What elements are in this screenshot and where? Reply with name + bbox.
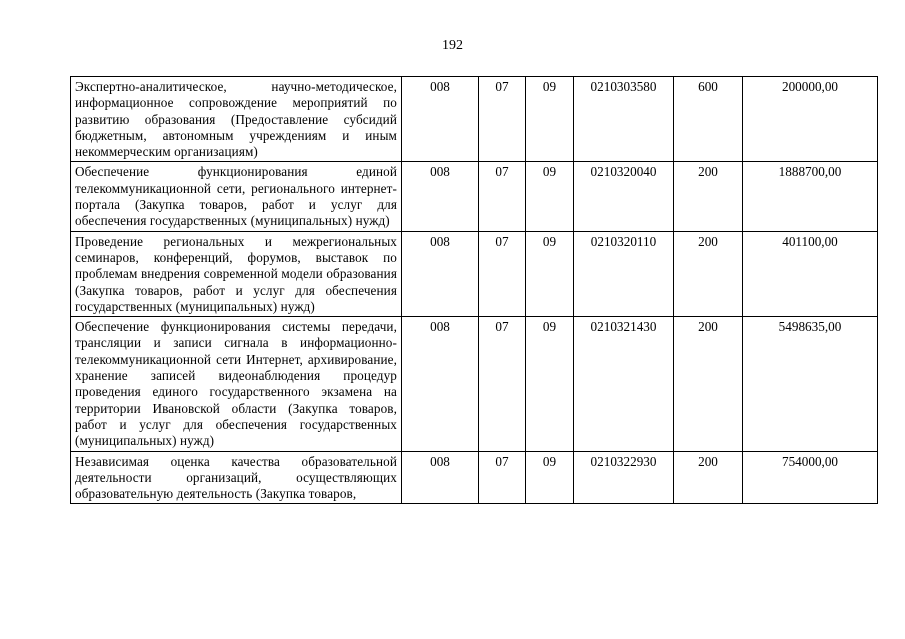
expense-type-code: 200 [674, 231, 743, 316]
ministry-code: 008 [402, 451, 479, 504]
subsection-code: 09 [526, 162, 574, 231]
row-description: Независимая оценка качества образовательной деятельности организаций, осуществляющих образовательную деятельность (Закупка товаров, [71, 451, 402, 504]
row-description: Обеспечение функционирования единой телекоммуникационной сети, регионального интернет-портала (Закупка товаров, работ и услуг для обеспечения государственных (муниципальных) нужд) [71, 162, 402, 231]
page-number: 192 [442, 38, 463, 53]
ministry-code: 008 [402, 231, 479, 316]
expense-type-code: 600 [674, 77, 743, 162]
row-description: Обеспечение функционирования системы передачи, трансляции и записи сигнала в информационно-телекоммуникационной сети Интернет, архивирование, хранение записей видеонаблюдения процедур проведения единого государственного экзамена на территории Ивановской области (Закупка товаров, работ и услуг для обеспечения государственных (муниципальных) нужд) [71, 317, 402, 451]
section-code: 07 [479, 231, 526, 316]
target-article-code: 0210303580 [574, 77, 674, 162]
subsection-code: 09 [526, 231, 574, 316]
row-description: Экспертно-аналитическое, научно-методическое, информационное сопровождение мероприятий по развитию образования (Предоставление субсидий бюджетным, автономным учреждениям и иным некоммерческим организациям) [71, 77, 402, 162]
subsection-code: 09 [526, 77, 574, 162]
ministry-code: 008 [402, 317, 479, 451]
expense-type-code: 200 [674, 451, 743, 504]
section-code: 07 [479, 451, 526, 504]
ministry-code: 008 [402, 77, 479, 162]
expense-type-code: 200 [674, 317, 743, 451]
expense-type-code: 200 [674, 162, 743, 231]
amount: 200000,00 [743, 77, 878, 162]
target-article-code: 0210320110 [574, 231, 674, 316]
budget-table [70, 76, 878, 504]
section-code: 07 [479, 317, 526, 451]
amount: 754000,00 [743, 451, 878, 504]
row-description: Проведение региональных и межрегиональных семинаров, конференций, форумов, выставок по проблемам внедрения современной модели образования (Закупка товаров, работ и услуг для обеспечения государственных (муниципальных) нужд) [71, 231, 402, 316]
ministry-code: 008 [402, 162, 479, 231]
table-row [71, 162, 878, 231]
target-article-code: 0210322930 [574, 451, 674, 504]
target-article-code: 0210321430 [574, 317, 674, 451]
table-row [71, 231, 878, 316]
table-row [71, 77, 878, 162]
amount: 1888700,00 [743, 162, 878, 231]
amount: 5498635,00 [743, 317, 878, 451]
table-row [71, 451, 878, 504]
subsection-code: 09 [526, 451, 574, 504]
target-article-code: 0210320040 [574, 162, 674, 231]
amount: 401100,00 [743, 231, 878, 316]
table-row [71, 317, 878, 451]
section-code: 07 [479, 162, 526, 231]
section-code: 07 [479, 77, 526, 162]
subsection-code: 09 [526, 317, 574, 451]
